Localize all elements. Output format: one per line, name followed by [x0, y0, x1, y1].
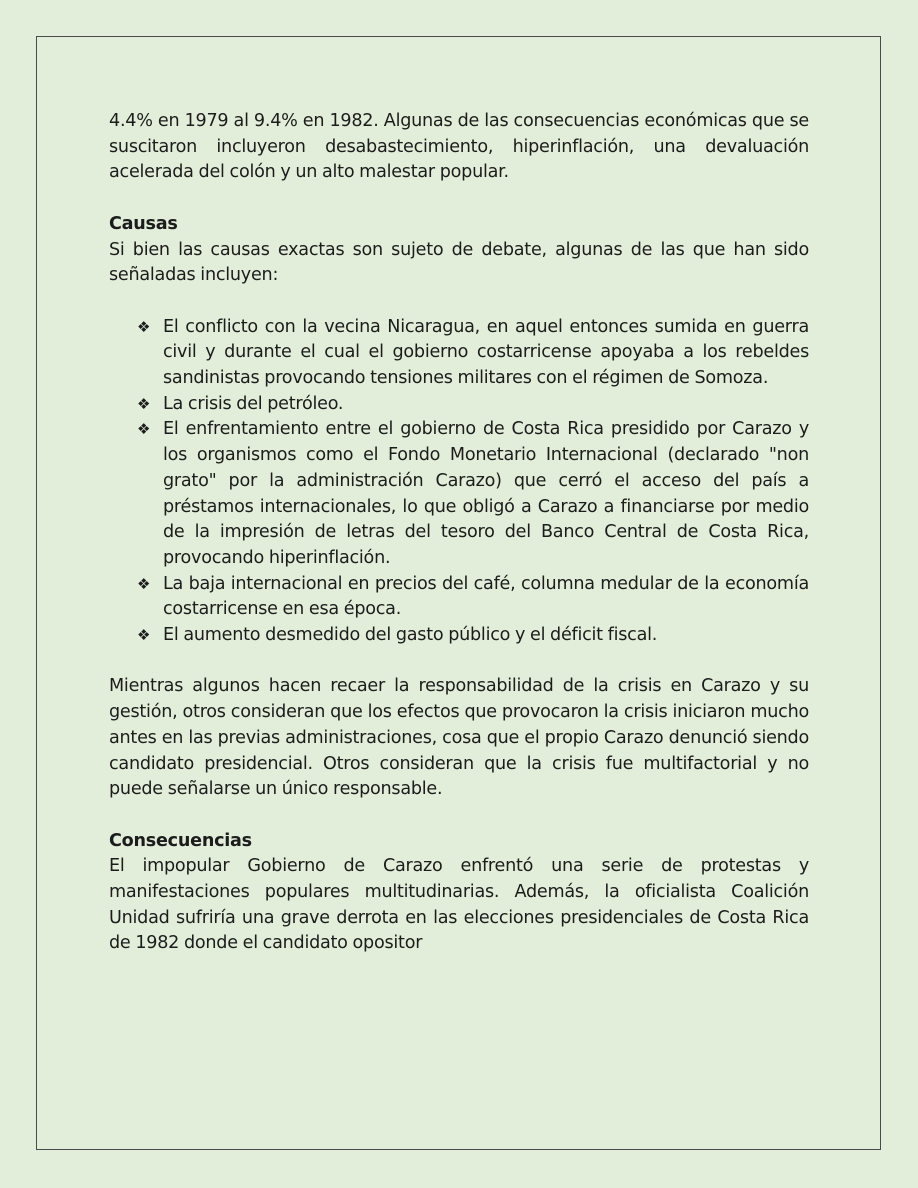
diamond-bullet-icon: ❖: [137, 317, 151, 336]
responsibility-paragraph: Mientras algunos hacen recaer la responsabilidad de la crisis en Carazo y su gestión, otros consideran que los efectos que provocaron la crisis iniciaron mucho antes en las previas administraciones, cosa que el propio Carazo denunció siendo candidato presidencial. Otros consideran que la crisis fue multifactorial y no puede señalarse un único responsable.: [109, 676, 809, 800]
list-item: [137, 623, 809, 649]
paragraph-spacer: [109, 649, 809, 675]
paragraph-spacer: [109, 289, 809, 315]
diamond-bullet-icon: ❖: [137, 420, 151, 439]
document-body: [109, 109, 809, 957]
list-item-text: La baja internacional en precios del café, columna medular de la economía costarricense en esa época.: [163, 573, 809, 620]
list-item: [137, 392, 809, 418]
list-item-text: El enfrentamiento entre el gobierno de Costa Rica presidido por Carazo y los organismos como el Fondo Monetario Internacional (declarado "non grato" por la administración Carazo) que cerró el acceso del país a préstamos internacionales, lo que obligó a Carazo a financiarse por medio de la impresión de letras del tesoro del Banco Central de Costa Rica, provocando hiperinflación.: [163, 419, 809, 568]
list-item-text: La crisis del petróleo.: [163, 393, 344, 414]
diamond-bullet-icon: ❖: [137, 574, 151, 593]
consequences-paragraph: El impopular Gobierno de Carazo enfrentó una serie de protestas y manifestaciones populares multitudinarias. Además, la oficialista Coalición Unidad sufriría una grave derrota en las elecciones presidenciales de Costa Rica de 1982 donde el candidato opositor: [109, 856, 809, 954]
list-item-text: El conflicto con la vecina Nicaragua, en aquel entonces sumida en guerra civil y durante el cual el gobierno costarricense apoyaba a los rebeldes sandinistas provocando tensiones militares con el régimen de Somoza.: [163, 316, 809, 388]
causes-list: [109, 315, 809, 649]
list-item: [137, 315, 809, 392]
list-item: [137, 572, 809, 623]
consequences-heading: Consecuencias: [109, 830, 252, 851]
list-item-text: El aumento desmedido del gasto público y el déficit fiscal.: [163, 625, 658, 646]
causes-heading: Causas: [109, 213, 178, 234]
diamond-bullet-icon: ❖: [137, 626, 151, 645]
diamond-bullet-icon: ❖: [137, 394, 151, 413]
paragraph-spacer: [109, 803, 809, 829]
paragraph-spacer: [109, 186, 809, 212]
intro-paragraph: 4.4% en 1979 al 9.4% en 1982. Algunas de las consecuencias económicas que se suscitaron incluyeron desabastecimiento, hiperinflación, una devaluación acelerada del colón y un alto malestar popular.: [109, 111, 809, 183]
list-item: [137, 417, 809, 571]
causes-lead-paragraph: Si bien las causas exactas son sujeto de debate, algunas de las que han sido señaladas incluyen:: [109, 239, 809, 286]
